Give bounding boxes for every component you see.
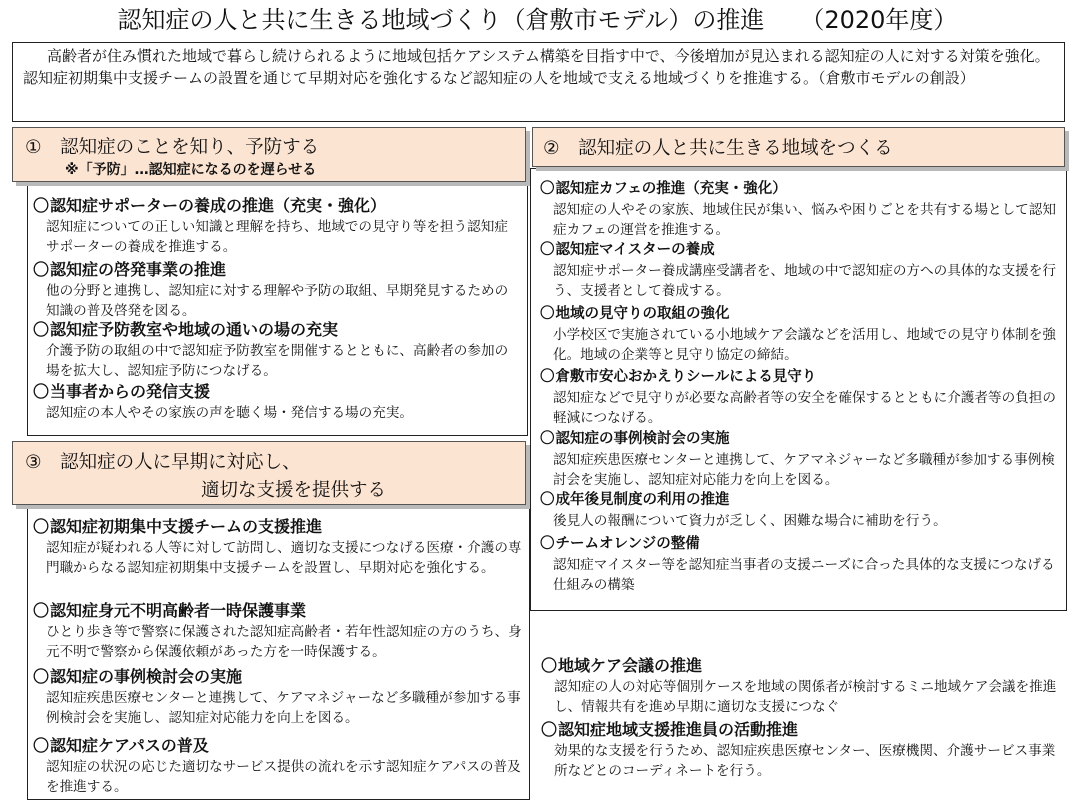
section1-list <box>33 195 521 423</box>
item-desc: 認知症の本人やその家族の声を聴く場・発信する場の充実。 <box>46 405 414 421</box>
list-item <box>541 719 1063 781</box>
item-desc: 他の分野と連携し、認知症に対する理解や予防の取組、早期発見するための知識の普及啓発を図る。 <box>46 283 509 319</box>
bullet-icon: 〇 <box>33 320 50 339</box>
item-desc: 認知症マイスター等を認知症当事者の支援ニーズに合った具体的な支援につなげる仕組みの構築 <box>553 557 1055 593</box>
item-desc: 介護予防の取組の中で認知症予防教室を開催するとともに、高齢者の参加の場を拡大し、認知症予防につなげる。 <box>46 343 509 379</box>
item-heading: 認知症の事例検討会の実施 <box>50 667 243 686</box>
list-item <box>540 428 1062 489</box>
bullet-icon: 〇 <box>540 306 555 322</box>
bullet-icon: 〇 <box>33 196 50 215</box>
item-desc: 認知症の状況の応じた適切なサービス提供の流れを示す認知症ケアパスの普及を推進する。 <box>46 759 521 795</box>
bullet-icon: 〇 <box>33 382 50 401</box>
item-heading: 認知症サポーターの養成の推進（充実・強化） <box>50 196 387 215</box>
bullet-icon: 〇 <box>541 656 558 675</box>
section3-list-left <box>33 516 523 797</box>
list-item <box>540 239 1062 303</box>
section2-header <box>532 127 1065 167</box>
list-item <box>33 516 523 600</box>
list-item <box>33 735 523 797</box>
item-heading: 倉敷市安心おかえりシールによる見守り <box>555 369 817 385</box>
bullet-icon: 〇 <box>33 601 50 620</box>
bullet-icon: 〇 <box>33 736 50 755</box>
section3-title-line2: 適切な支援を提供する <box>201 480 387 501</box>
bullet-icon: 〇 <box>540 492 555 508</box>
item-desc: 認知症についての正しい知識と理解を持ち、地域での見守り等を担う認知症サポーターの養成を推進する。 <box>46 219 508 255</box>
list-item <box>33 319 521 381</box>
item-heading: 認知症マイスターの養成 <box>555 242 715 258</box>
title-year: （2020年度） <box>800 6 958 34</box>
item-desc: ひとり歩き等で警察に保護された認知症高齢者・若年性認知症の方のうち、身元不明で警察から保護依頼があった方を一時保護する。 <box>46 624 522 660</box>
title-main: 認知症の人と共に生きる地域づくり（倉敷市モデル）の推進 <box>117 6 765 34</box>
list-item <box>540 489 1062 533</box>
section3-title-line1: ③ 認知症の人に早期に対応し、 <box>25 452 301 473</box>
item-desc: 認知症などで見守りが必要な高齢者等の安全を確保するとともに介護者等の負担の軽減につなげる。 <box>553 390 1056 426</box>
item-desc: 認知症サポーター養成講座受講者を、地域の中で認知症の方への具体的な支援を行う、支援者として養成する。 <box>553 263 1056 299</box>
item-desc: 認知症疾患医療センターと連携して、ケアマネジャーなど多職種が参加する事例検討会を実施し、認知症対応能力を向上を図る。 <box>46 690 521 726</box>
item-heading: 認知症地域支援推進員の活動推進 <box>558 720 799 739</box>
list-item <box>33 259 521 319</box>
list-item <box>540 533 1062 595</box>
item-heading: 地域の見守りの取組の強化 <box>555 306 730 322</box>
section3-header <box>12 441 526 505</box>
section1-title: ① 認知症のことを知り、予防する <box>25 137 320 158</box>
item-desc: 効果的な支援を行うため、認知症疾患医療センター、医療機関、介護サービス事業所などとのコーディネートを行う。 <box>554 743 1056 779</box>
page-title <box>0 4 1075 36</box>
item-heading: 認知症予防教室や地域の通いの場の充実 <box>50 320 339 339</box>
bullet-icon: 〇 <box>33 667 50 686</box>
section2-list <box>540 178 1062 595</box>
item-heading: 当事者からの発信支援 <box>50 382 211 401</box>
bullet-icon: 〇 <box>540 536 555 552</box>
list-item <box>33 381 521 423</box>
item-desc: 小学校区で実施されている小地域ケア会議などを活用し、地域での見守り体制を強化。地域の企業等と見守り協定の締結。 <box>553 327 1056 363</box>
section1-header <box>12 127 526 182</box>
list-item <box>541 655 1063 719</box>
item-heading: チームオレンジの整備 <box>555 536 700 552</box>
intro-text: 高齢者が住み慣れた地域で暮らし続けられるように地域包括ケアシステム構築を目指す中で、今後増加が見込まれる認知症の人に対する対策を強化。認知症初期集中支援チームの設置を通じて早期対応を強化するなど認知症の人を地域で支える地域づくりを推進する。（倉敷市モデルの創設） <box>12 42 1065 122</box>
item-heading: 認知症初期集中支援チームの支援推進 <box>50 517 323 536</box>
item-desc: 認知症の人の対応等個別ケースを地域の関係者が検討するミニ地域ケア会議を推進し、情報共有を進め早期に適切な支援につなぐ <box>554 679 1057 715</box>
section1-subtitle: ※「予防」…認知症になるのを遅らせる <box>65 162 317 178</box>
item-heading: 認知症身元不明高齢者一時保護事業 <box>50 601 307 620</box>
list-item <box>33 195 521 259</box>
bullet-icon: 〇 <box>540 181 555 197</box>
list-item <box>33 600 523 666</box>
bullet-icon: 〇 <box>33 260 50 279</box>
item-heading: 認知症の啓発事業の推進 <box>50 260 227 279</box>
item-heading: 地域ケア会議の推進 <box>558 656 703 675</box>
item-desc: 認知症疾患医療センターと連携して、ケアマネジャーなど多職種が参加する事例検討会を実施し、認知症対応能力を向上を図る。 <box>553 452 1055 488</box>
list-item <box>540 366 1062 428</box>
section2-title: ② 認知症の人と共に生きる地域をつくる <box>543 138 893 159</box>
bullet-icon: 〇 <box>541 720 558 739</box>
item-desc: 認知症が疑われる人等に対して訪問し、適切な支援につなげる医療・介護の専門職からなる認知症初期集中支援チームを設置し、早期対応を強化する。 <box>46 540 522 576</box>
item-heading: 成年後見制度の利用の推進 <box>555 492 730 508</box>
bullet-icon: 〇 <box>540 369 555 385</box>
section3-list-right <box>541 655 1063 781</box>
item-heading: 認知症ケアパスの普及 <box>50 736 209 755</box>
item-heading: 認知症カフェの推進（充実・強化） <box>555 181 787 197</box>
bullet-icon: 〇 <box>540 242 555 258</box>
item-heading: 認知症の事例検討会の実施 <box>555 431 730 447</box>
item-desc: 後見人の報酬について資力が乏しく、困難な場合に補助を行う。 <box>553 513 947 529</box>
bullet-icon: 〇 <box>33 517 50 536</box>
list-item <box>540 178 1062 239</box>
list-item <box>33 666 523 735</box>
list-item <box>540 303 1062 366</box>
item-desc: 認知症の人やその家族、地域住民が集い、悩みや困りごとを共有する場として認知症カフェの運営を推進する。 <box>553 202 1056 238</box>
bullet-icon: 〇 <box>540 431 555 447</box>
